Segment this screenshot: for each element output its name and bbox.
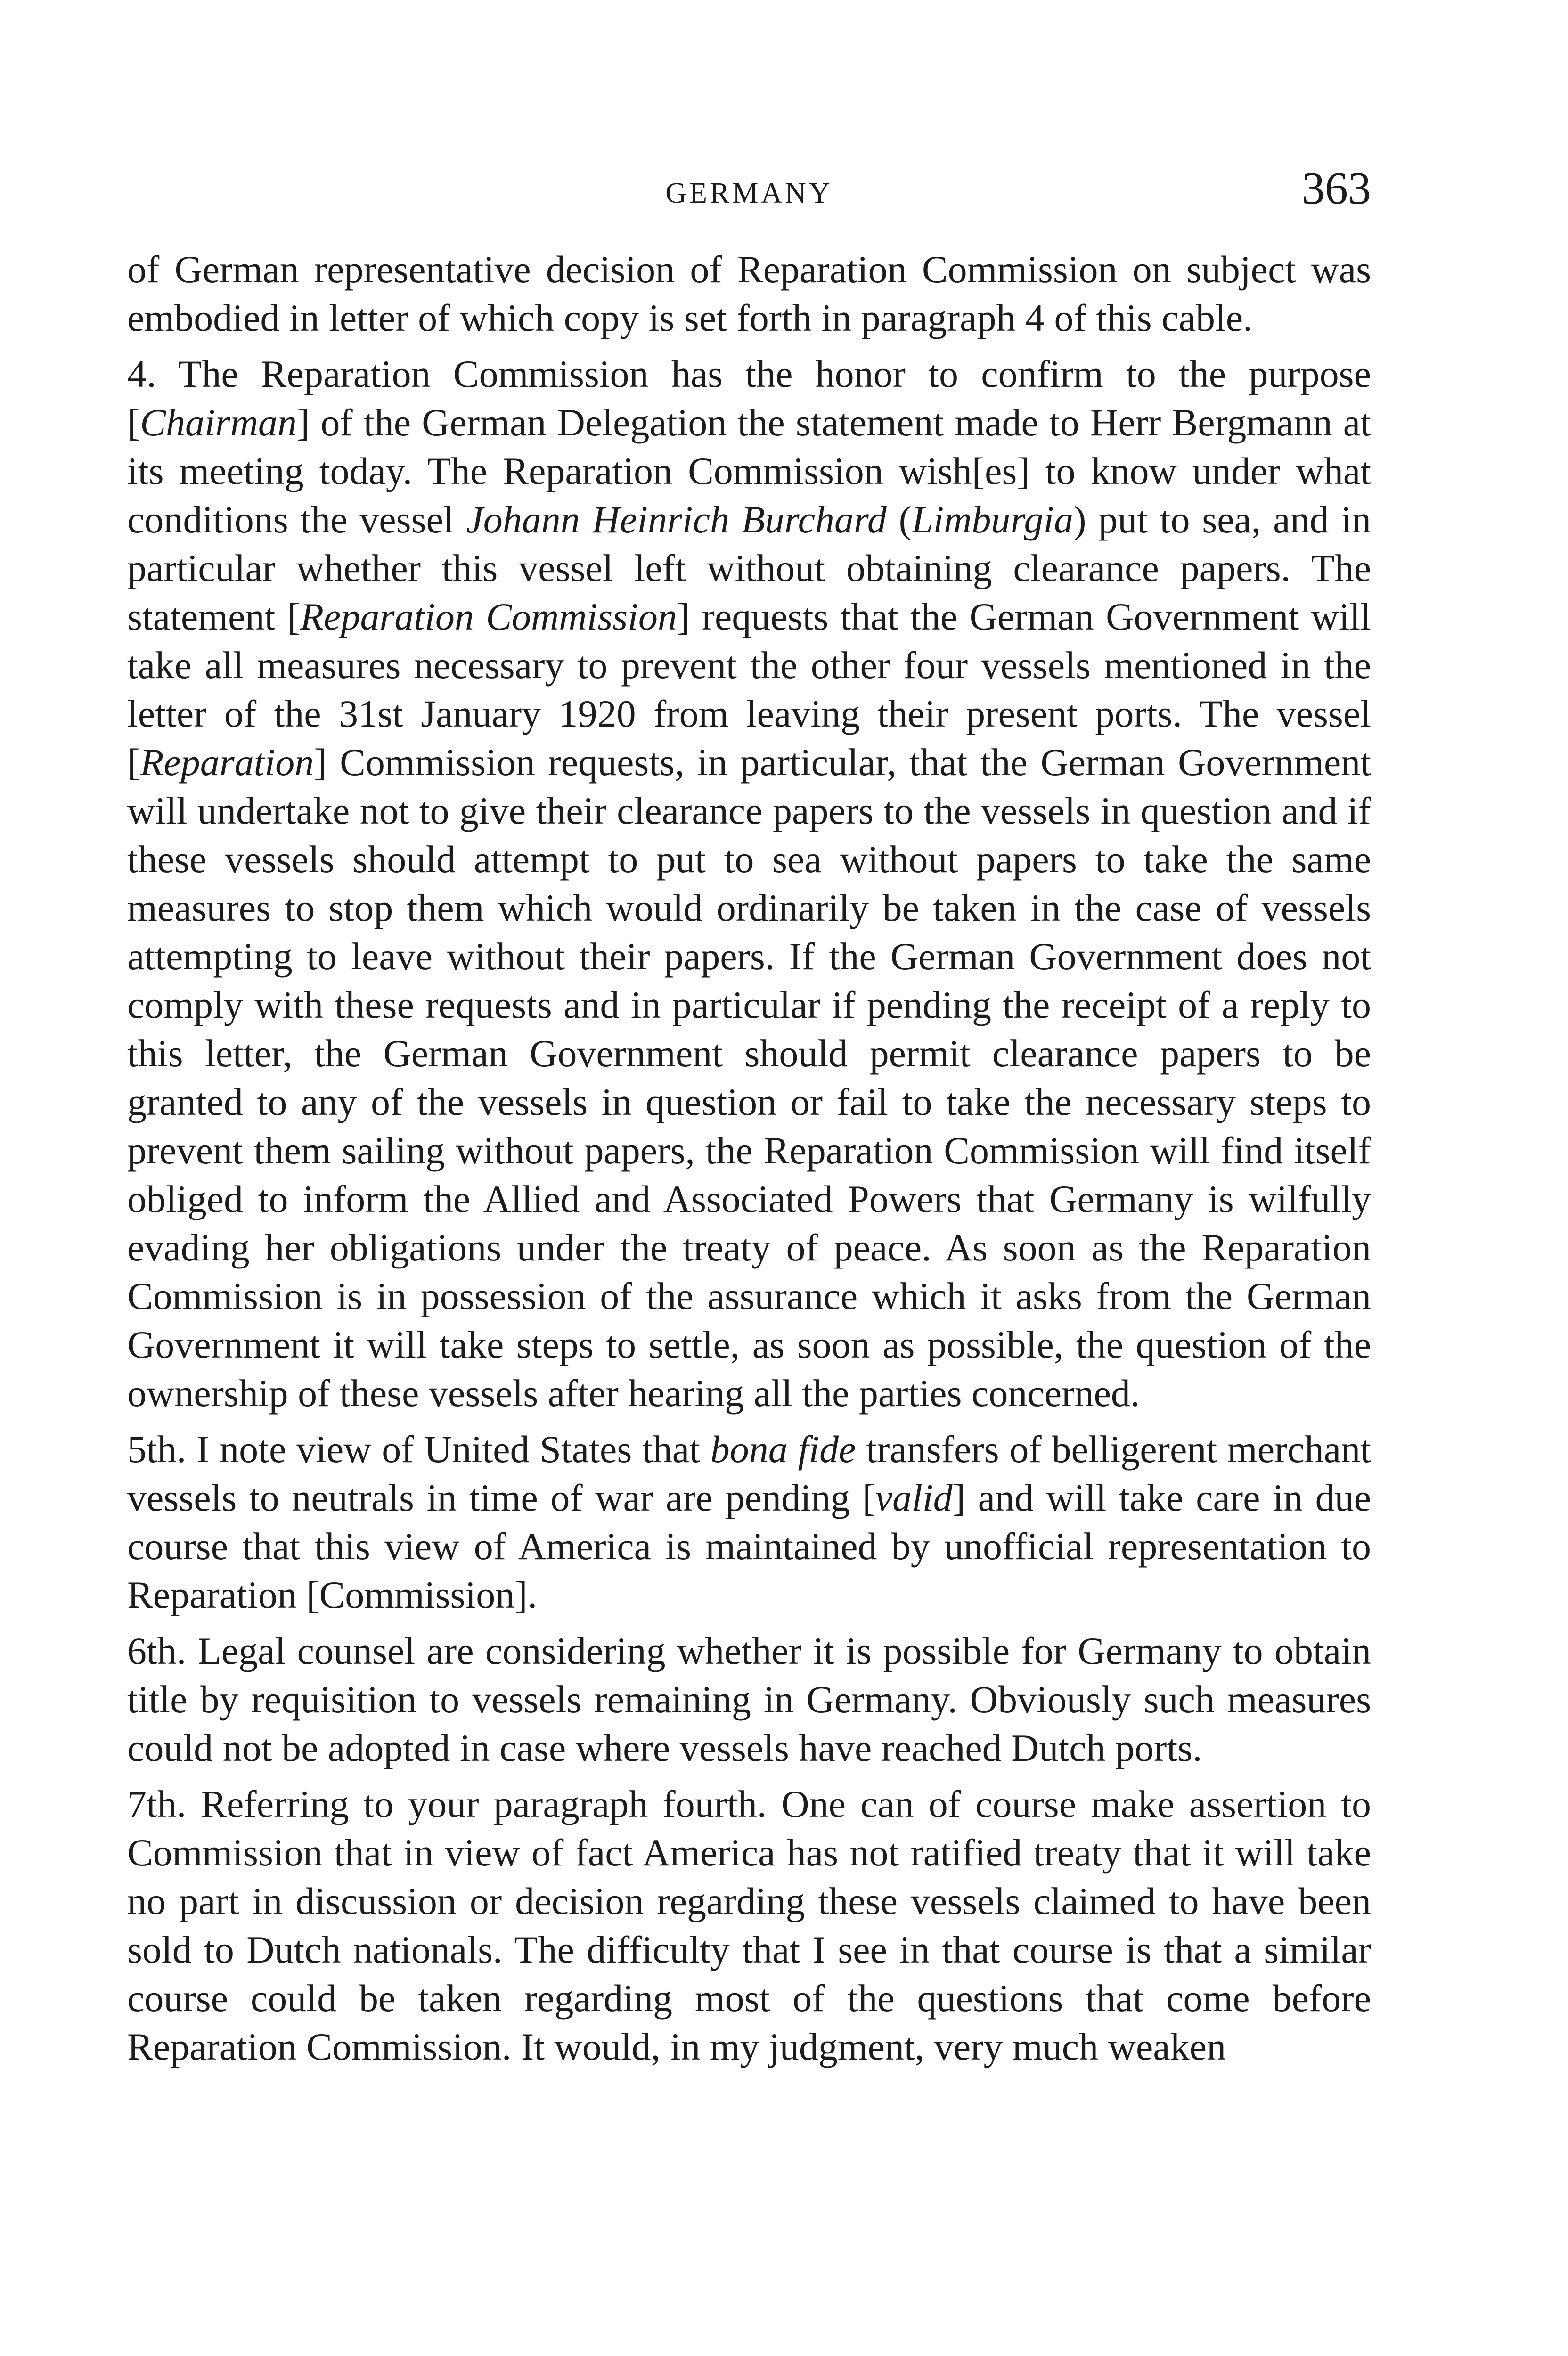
page-header — [127, 160, 1371, 217]
paragraph-5th — [127, 1425, 1371, 1619]
paragraph-7th — [127, 1780, 1371, 2071]
text-run: ) put to sea, and in particular whether this vessel left without obtaining clearance papers. The statement [ — [127, 498, 1371, 638]
page-number: 363 — [1302, 163, 1371, 214]
italic-text: Reparation Commission — [300, 595, 677, 638]
text-run: ] and will take care in due course that this view of America is maintained by unofficial representation to Reparation [Commission]. — [127, 1476, 1372, 1616]
text-run: of German representative decision of Reparation Commission on subject was embodied in letter of which copy is set forth in paragraph 4 of this cable. — [127, 248, 1371, 339]
italic-text: valid — [875, 1476, 953, 1519]
italic-text: Reparation — [140, 741, 314, 784]
body-text — [127, 245, 1371, 2071]
text-run: 6th. Legal counsel are considering whether it is possible for Germany to obtain title by requisition to vessels remaining in Germany. Obviously such measures could not be adopted in case where vessels have reached Dutch ports. — [127, 1629, 1371, 1769]
text-run: 5th. I note view of United States that — [127, 1428, 710, 1471]
italic-text: Chairman — [140, 401, 297, 444]
text-run: 4. The Reparation Commission has the honor to confirm to the purpose [ — [127, 352, 1371, 444]
paragraph-4-reparation-letter — [127, 350, 1371, 1417]
running-head: GERMANY — [665, 177, 833, 209]
text-run: ] Commission requests, in particular, that the German Government will undertake not to give their clearance papers to the vessels in question and if these vessels should attempt to put to sea without papers to take the same measures to stop them which would ordinarily be taken in the case of vessels attempting to leave without their papers. If the German Government does not comply with these requests and in particular if pending the receipt of a reply to this letter, the German Government should permit clearance papers to be granted to any of the vessels in question or fail to take the necessary steps to prevent them sailing without papers, the Reparation Commission will find itself obliged to inform the Allied and Associated Powers that Germany is wilfully evading her obligations under the treaty of peace. As soon as the Reparation Commission is in possession of the assurance which it asks from the German Government it will take steps to settle, as soon as possible, the question of the ownership of these vessels after hearing all the parties concerned. — [127, 741, 1371, 1415]
italic-text: Johann Heinrich Burchard — [466, 498, 887, 541]
italic-text: bona fide — [710, 1428, 856, 1471]
text-run: ( — [886, 498, 912, 541]
text-run: transfers of belligerent merchant vessels to neutrals in time of war are pending [ — [127, 1428, 1371, 1519]
text-run: ] of the German Delegation the statement made to Herr Bergmann at its meeting today. The Reparation Commission wish[es] to know under what conditions the vessel — [127, 401, 1371, 541]
paragraph-6th — [127, 1627, 1371, 1772]
paragraph-continuation — [127, 245, 1371, 342]
text-run: 7th. Referring to your paragraph fourth. One can of course make assertion to Commission that in view of fact America has not ratified treaty that it will take no part in discussion or decision regarding these vessels claimed to have been sold to Dutch nationals. The difficulty that I see in that course is that a similar course could be taken regarding most of the questions that come before Reparation Commission. It would, in my judgment, very much weaken — [127, 1783, 1371, 2068]
text-run: ] requests that the German Government will take all measures necessary to prevent the other four vessels mentioned in the letter of the 31st January 1920 from leaving their present ports. The vessel [ — [127, 595, 1371, 784]
italic-text: Limburgia — [911, 498, 1074, 541]
